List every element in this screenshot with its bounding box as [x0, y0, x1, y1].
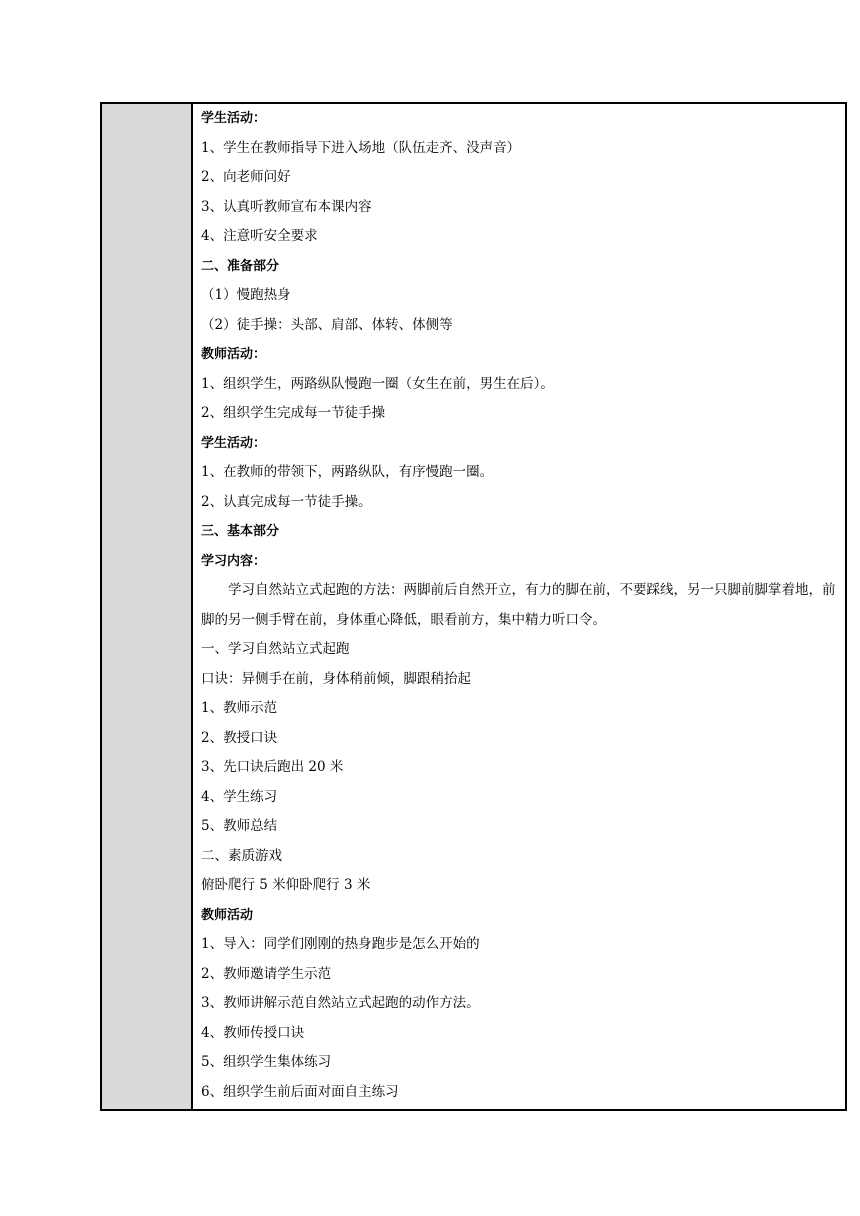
- content-line: 2、教授口诀: [201, 729, 278, 746]
- content-line: （1）慢跑热身: [201, 287, 291, 303]
- section-heading: 学生活动：: [201, 111, 267, 126]
- section-heading: 学习内容：: [201, 553, 267, 569]
- content-line: 2、组织学生完成每一节徒手操: [201, 405, 386, 421]
- section-heading: 学生活动：: [201, 435, 267, 451]
- content-line: 1、学生在教师指导下进入场地（队伍走齐、没声音）: [201, 139, 521, 156]
- lesson-plan-table: [100, 102, 847, 1111]
- content-line: 1、组织学生，两路纵队慢跑一圈（女生在前，男生在后）。: [201, 375, 554, 392]
- content-line: 俯卧爬行 5 米仰卧爬行 3 米: [201, 877, 371, 893]
- content-line: 4、学生练习: [201, 788, 278, 805]
- content-line: 5、组织学生集体练习: [201, 1054, 332, 1070]
- content-line: 4、注意听安全要求: [201, 228, 318, 244]
- content-line: 1、导入：同学们刚刚的热身跑步是怎么开始的: [201, 936, 480, 952]
- section-heading: 教师活动：: [201, 347, 267, 362]
- shaded-label-column: [102, 104, 193, 1109]
- content-block-2: [201, 635, 845, 1107]
- content-line: 3、先口诀后跑出 20 米: [201, 759, 344, 775]
- content-line: 一、学习自然站立式起跑: [201, 641, 350, 657]
- content-line: 2、教师邀请学生示范: [201, 965, 332, 982]
- content-line: 2、向老师问好: [201, 169, 291, 185]
- content-line: 口诀：异侧手在前，身体稍前倾，脚跟稍抬起: [201, 670, 471, 687]
- content-line: 1、教师示范: [201, 700, 278, 716]
- content-block-1: [201, 104, 845, 576]
- content-line: 二、素质游戏: [201, 847, 282, 864]
- content-line: 1、在教师的带领下，两路纵队，有序慢跑一圈。: [201, 464, 494, 480]
- lesson-content-cell: [193, 104, 845, 1109]
- section-heading: 教师活动: [201, 907, 254, 923]
- content-line: 5、教师总结: [201, 818, 278, 834]
- section-heading: 二、准备部分: [201, 258, 280, 274]
- content-line: （2）徒手操：头部、肩部、体转、体侧等: [201, 316, 453, 333]
- content-line: 4、教师传授口诀: [201, 1024, 305, 1041]
- section-heading: 三、基本部分: [201, 524, 280, 539]
- content-line: 3、认真听教师宣布本课内容: [201, 198, 372, 215]
- learning-content-paragraph: 学习自然站立式起跑的方法：两脚前后自然开立，有力的脚在前，不要踩线，另一只脚前脚掌着地，前脚的另一侧手臂在前，身体重心降低，眼看前方，集中精力听口令。: [201, 582, 836, 628]
- content-line: 6、组织学生前后面对面自主练习: [201, 1083, 399, 1100]
- content-line: 2、认真完成每一节徒手操。: [201, 493, 372, 510]
- content-line: 3、教师讲解示范自然站立式起跑的动作方法。: [201, 995, 480, 1011]
